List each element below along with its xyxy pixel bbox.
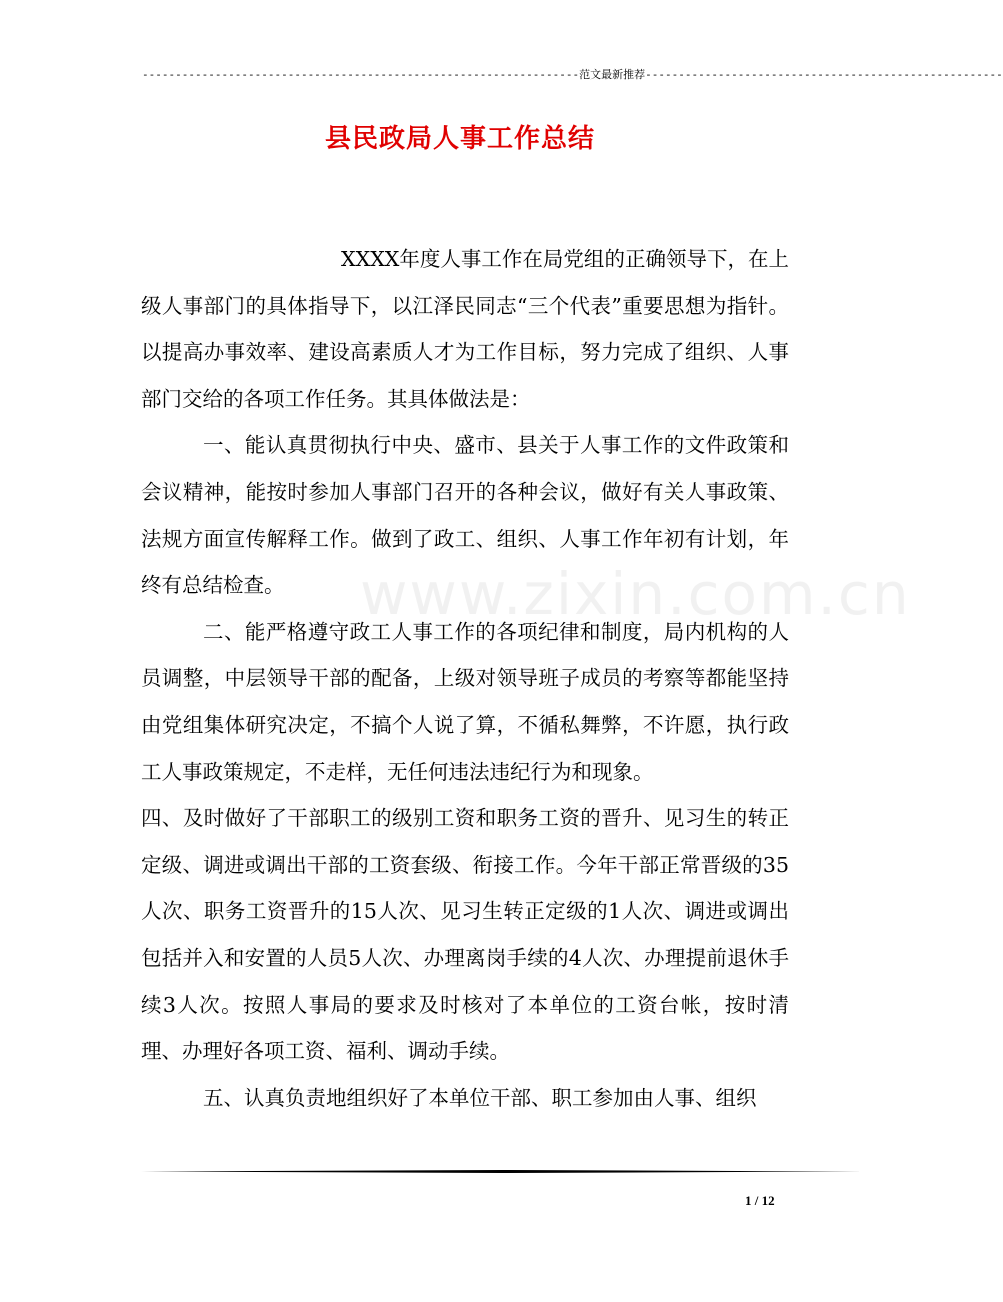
paragraph-section-2: 二、能严格遵守政工人事工作的各项纪律和制度，局内机构的人员调整，中层领导干部的配备，上级对领导班子成员的考察等都能坚持由党组集体研究决定，不搞个人说了算，不循私舞弊，不许愿，执行政工人事政策规定，不走样，无任何违法违纪行为和现象。 bbox=[141, 619, 789, 784]
footer-divider bbox=[141, 1170, 863, 1173]
paragraph-intro: XXXX年度人事工作在局党组的正确领导下，在上级人事部门的具体指导下，以江泽民同志“三个代表”重要思想为指针。以提高办事效率、建设高素质人才为工作目标，努力完成了组织、人事部门交给的各项工作任务。其具体做法是： bbox=[141, 247, 789, 411]
document-body bbox=[141, 236, 789, 1121]
paragraph-section-5: 五、认真负责地组织好了本单位干部、职工参加由人事、组织 bbox=[203, 1085, 757, 1110]
header-banner: ------------------------------------------------------------------范文最新推荐------------------------------------------------------ bbox=[142, 68, 1003, 81]
paragraph-section-4: 四、及时做好了干部职工的级别工资和职务工资的晋升、见习生的转正定级、调进或调出干部的工资套级、衔接工作。今年干部正常晋级的35人次、职务工资晋升的15人次、见习生转正定级的1人次、调进或调出包括并入和安置的人员5人次、办理离岗手续的4人次、办理提前退休手续3人次。按照人事局的要求及时核对了本单位的工资台帐，按时清理、办理好各项工资、福利、调动手续。 bbox=[141, 806, 789, 1064]
page-number: 1 / 12 bbox=[745, 1193, 775, 1208]
watermark: www.zixin.com.cn bbox=[360, 560, 911, 628]
paragraph-section-1: 一、能认真贯彻执行中央、盛市、县关于人事工作的文件政策和会议精神，能按时参加人事部门召开的各种会议，做好有关人事政策、法规方面宣传解释工作。做到了政工、组织、人事工作年初有计划，年终有总结检查。 bbox=[141, 433, 789, 598]
document-title: 县民政局人事工作总结 bbox=[324, 124, 595, 154]
